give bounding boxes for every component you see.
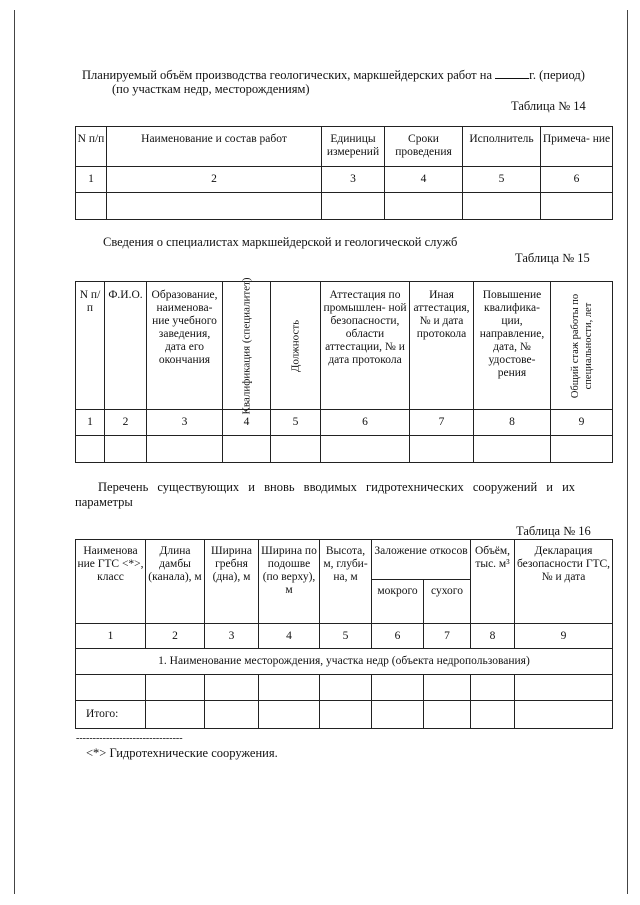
table14-title-period: г. (период) (529, 68, 585, 82)
table15-cell[interactable] (223, 436, 271, 463)
table14-col-number: 5 (463, 167, 541, 193)
table14-col-number: 4 (385, 167, 463, 193)
table16-cell[interactable] (320, 701, 372, 729)
table14 (75, 126, 613, 220)
table16-title-line1 (98, 480, 598, 495)
table16-header-slope-dry: сухого (424, 580, 471, 624)
table16-header-slope-wet: мокрого (372, 580, 424, 624)
table16-empty-row (76, 675, 613, 701)
table14-col-number: 2 (107, 167, 322, 193)
table16-col-number: 4 (259, 624, 320, 649)
table16-cell[interactable] (259, 675, 320, 701)
table15-header-fio: Ф.И.О. (105, 282, 147, 410)
table14-header-num: N п/п (76, 127, 107, 167)
table16-cell[interactable] (372, 701, 424, 729)
table16-header-crest: Ширина гребня (дна), м (205, 540, 259, 624)
footnote-text: <*> Гидротехнические сооружения. (86, 746, 278, 760)
table15-number-row (76, 410, 613, 436)
table16-header-height: Высота, м, глуби- на, м (320, 540, 372, 624)
table14-cell[interactable] (541, 193, 613, 220)
footnote-separator: -------------------------------- (76, 733, 183, 744)
table14-col-number: 3 (322, 167, 385, 193)
table16-cell[interactable] (205, 701, 259, 729)
table15-title: Сведения о специалистах маркшейдерской и геологической служб (103, 235, 458, 249)
table16-cell[interactable] (76, 675, 146, 701)
table15-header-qualification: Квалификация (специалитет) (240, 276, 252, 415)
table16-cell[interactable] (515, 675, 613, 701)
table15-header-position-cell (271, 282, 321, 410)
table15-cell[interactable] (474, 436, 551, 463)
table16-group-label: 1. Наименование месторождения, участка недр (объекта недропользования) (76, 649, 613, 675)
table14-title (82, 67, 585, 83)
table14-header-name: Наименование и состав работ (107, 127, 322, 167)
table15-cell[interactable] (321, 436, 410, 463)
table15-col-number: 8 (474, 410, 551, 436)
table16-header-name: Наименова ние ГТС <*>, класс (76, 540, 146, 624)
table15-header-qualification-cell (223, 276, 271, 415)
table14-header-row (76, 127, 613, 167)
table16-header-declaration: Декларация безопасности ГТС, № и дата (515, 540, 613, 624)
table14-number-row (76, 167, 613, 193)
table16-cell[interactable] (471, 701, 515, 729)
table15-col-number: 6 (321, 410, 410, 436)
table15-cell[interactable] (76, 436, 105, 463)
table15-header-attestation: Аттестация по промышлен- ной безопасности, области аттестации, № и дата протокола (321, 282, 410, 410)
table14-header-terms: Сроки проведения (385, 127, 463, 167)
table16 (75, 539, 613, 729)
table15 (75, 276, 613, 463)
table16-header-volume: Объём, тыс. м³ (471, 540, 515, 624)
table15-cell[interactable] (271, 436, 321, 463)
table14-subtitle: (по участкам недр, месторождениям) (112, 82, 310, 96)
table15-cell[interactable] (410, 436, 474, 463)
table14-cell[interactable] (107, 193, 322, 220)
table14-cell[interactable] (322, 193, 385, 220)
table16-cell[interactable] (424, 701, 471, 729)
table15-empty-row (76, 436, 613, 463)
year-blank[interactable] (495, 67, 529, 79)
table14-label: Таблица № 14 (511, 99, 586, 113)
table16-col-number: 9 (515, 624, 613, 649)
table16-title-text: Перечень существующих и вновь вводимых гидротехнических сооружений и их (98, 480, 576, 494)
table16-header-row1 (76, 540, 613, 580)
table16-col-number: 1 (76, 624, 146, 649)
table16-col-number: 6 (372, 624, 424, 649)
table16-col-number: 8 (471, 624, 515, 649)
table14-col-number: 6 (541, 167, 613, 193)
table16-cell[interactable] (146, 675, 205, 701)
table15-header-position: Должность (289, 319, 301, 372)
table14-header-units: Единицы измерений (322, 127, 385, 167)
table15-col-number: 5 (271, 410, 321, 436)
table14-col-number: 1 (76, 167, 107, 193)
table14-header-executor: Исполнитель (463, 127, 541, 167)
table15-header-experience: Общий стаж работы по специальности, лет (569, 293, 594, 398)
table15-label: Таблица № 15 (515, 251, 590, 265)
table16-cell[interactable] (471, 675, 515, 701)
table14-empty-row (76, 193, 613, 220)
table15-cell[interactable] (551, 436, 613, 463)
table15-header-training: Повышение квалифика- ции, направление, дата, № удостове- рения (474, 282, 551, 410)
table16-cell[interactable] (372, 675, 424, 701)
table16-cell[interactable] (515, 701, 613, 729)
table14-cell[interactable] (385, 193, 463, 220)
table16-header-base: Ширина по подошве (по верху), м (259, 540, 320, 624)
table16-total-label: Итого: (76, 701, 146, 729)
table15-header-experience-cell (551, 282, 613, 410)
table16-cell[interactable] (146, 701, 205, 729)
table15-header-other-attestation: Иная аттестация, № и дата протокола (410, 282, 474, 410)
table15-cell[interactable] (147, 436, 223, 463)
table15-header-education: Образование, наименова- ние учебного заведения, дата его окончания (147, 282, 223, 410)
table16-number-row (76, 624, 613, 649)
table16-cell[interactable] (320, 675, 372, 701)
table14-title-text: Планируемый объём производства геологических, маркшейдерских работ на (82, 68, 493, 82)
table16-cell[interactable] (259, 701, 320, 729)
table15-col-number: 9 (551, 410, 613, 436)
table15-col-number: 1 (76, 410, 105, 436)
table16-header-length: Длина дамбы (канала), м (146, 540, 205, 624)
table15-col-number: 3 (147, 410, 223, 436)
table16-col-number: 7 (424, 624, 471, 649)
table15-col-number: 7 (410, 410, 474, 436)
table16-label: Таблица № 16 (516, 524, 591, 538)
table16-col-number: 5 (320, 624, 372, 649)
table16-col-number: 2 (146, 624, 205, 649)
table15-col-number: 4 (223, 410, 271, 436)
table16-cell[interactable] (205, 675, 259, 701)
table16-col-number: 3 (205, 624, 259, 649)
table15-col-number: 2 (105, 410, 147, 436)
table14-cell[interactable] (76, 193, 107, 220)
table16-cell[interactable] (424, 675, 471, 701)
table14-header-note: Примеча- ние (541, 127, 613, 167)
table15-cell[interactable] (105, 436, 147, 463)
table16-header-slope: Заложение откосов (372, 540, 471, 580)
table15-header-num: N п/п (76, 282, 105, 410)
table15-header-row (76, 282, 613, 410)
table16-group-row (76, 649, 613, 675)
table14-cell[interactable] (463, 193, 541, 220)
table16-total-row (76, 701, 613, 729)
table16-title-line2: параметры (75, 495, 133, 509)
